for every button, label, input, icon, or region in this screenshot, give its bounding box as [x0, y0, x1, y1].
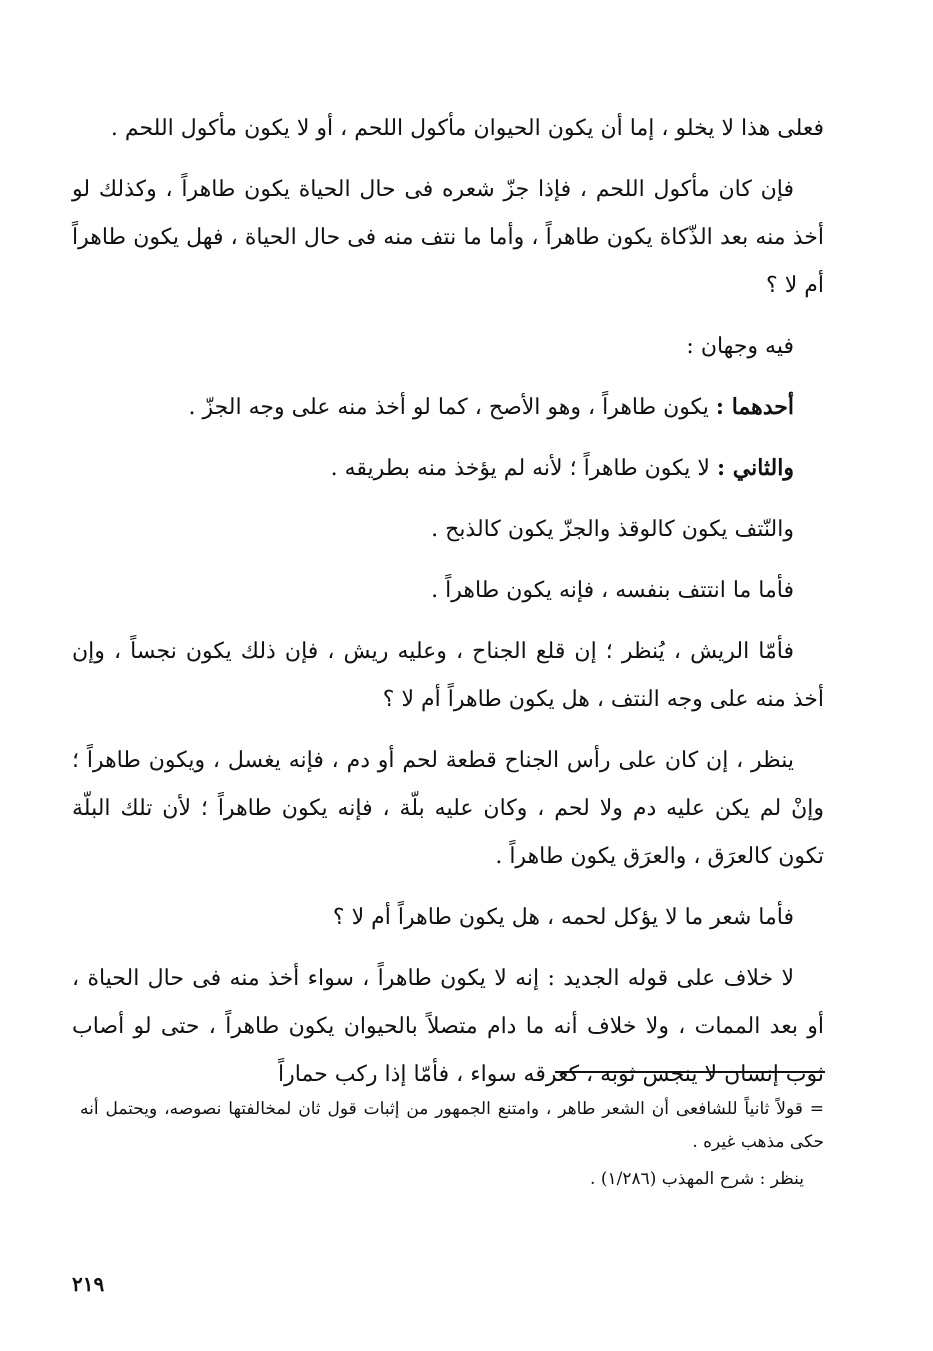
paragraph-4: أحدهما : يكون طاهراً ، وهو الأصح ، كما لو أخذ منه على وجه الجزّ . [188, 394, 794, 420]
paragraph-2: فإن كان مأكول اللحم ، فإذا جزّ شعره فى حال الحياة يكون طاهراً ، وكذلك لو أخذ منه بعد الذّكاة يكون طاهراً ، وأما ما نتف منه فى حال الحياة ، فهل يكون طاهراً أم لا ؟ [72, 177, 824, 298]
paragraph-1: فعلى هذا لا يخلو ، إما أن يكون الحيوان مأكول اللحم ، أو لا يكون مأكول اللحم . [110, 116, 824, 141]
footnote-continuation: = قولاً ثانياً للشافعى أن الشعر طاهر ، وامتنع الجمهور من إثبات قول ثان لمخالفتها نصوصه، ويحتمل أنه حكى مذهب غيره . [80, 1099, 824, 1152]
paragraph-8: فأمّا الريش ، يُنظر ؛ إن قلع الجناح ، وعليه ريش ، فإن ذلك يكون نجساً ، وإن أخذ منه على وجه النتف ، هل يكون طاهراً أم لا ؟ [72, 639, 824, 712]
paragraph-5: والثاني : لا يكون طاهراً ؛ لأنه لم يؤخذ منه بطريقه . [330, 455, 794, 481]
paragraph-9: ينظر ، إن كان على رأس الجناح قطعة لحم أو دم ، فإنه يغسل ، ويكون طاهراً ؛ وإنْ لم يكن عليه دم ولا لحم ، وكان عليه بلّة ، فإنه يكون طاهراً ؛ لأن تلك البلّة تكون كالعرَق ، والعرَق يكون طاهراً . [72, 748, 824, 869]
paragraph-11: لا خلاف على قوله الجديد : إنه لا يكون طاهراً ، سواء أخذ منه فى حال الحياة ، أو بعد الممات ، ولا خلاف أنه ما دام متصلاً بالحيوان يكون طاهراً ، حتى لو أصاب ثوب إنسان لا ينجس ثوبه ، كعرقه سواء ، فأمّا إذا ركب حماراً [72, 966, 824, 1087]
paragraph-10: فأما شعر ما لا يؤكل لحمه ، هل يكون طاهراً أم لا ؟ [332, 905, 794, 930]
paragraph-6: والنّتف يكون كالوقذ والجزّ يكون كالذبح . [431, 517, 794, 542]
main-text [72, 104, 824, 1111]
footnotes [80, 1093, 824, 1196]
paragraph-7: فأما ما انتتف بنفسه ، فإنه يكون طاهراً . [431, 578, 794, 603]
footnote-reference: ينظر : شرح المهذب (١/٢٨٦) . [590, 1169, 804, 1189]
paragraph-3: فيه وجهان : [686, 334, 794, 359]
page-number: ٢١٩ [72, 1272, 105, 1296]
footnote-separator [555, 1071, 825, 1073]
